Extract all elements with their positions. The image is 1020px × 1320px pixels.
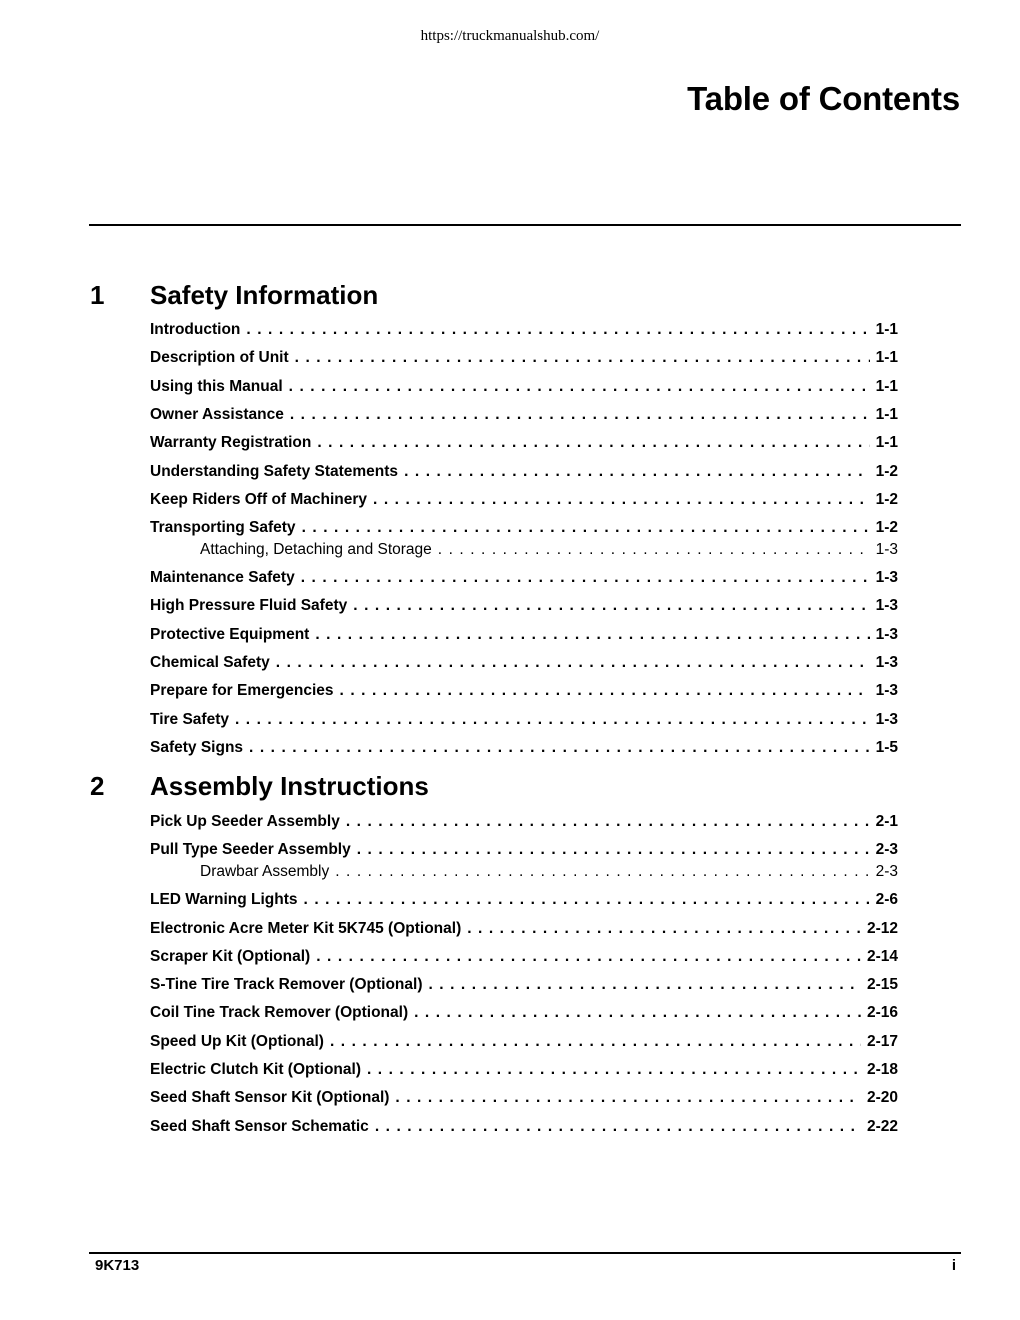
- toc-entry-page: 1-2: [875, 463, 898, 480]
- footer-document-code: 9K713: [95, 1257, 140, 1274]
- dot-leader: [276, 654, 870, 672]
- toc-entry[interactable]: [150, 891, 898, 911]
- dot-leader: [404, 463, 870, 481]
- toc-entry-label: Maintenance Safety: [150, 569, 295, 586]
- toc-entry-page: 1-3: [875, 626, 898, 643]
- toc-entry-page: 1-3: [875, 569, 898, 586]
- toc-entry-page: 1-3: [875, 597, 898, 614]
- toc-entry-page: 1-1: [875, 378, 898, 395]
- toc-entry[interactable]: [150, 654, 898, 674]
- toc-entry-page: 1-3: [875, 654, 898, 671]
- toc-entry[interactable]: [150, 1004, 898, 1024]
- dot-leader: [316, 948, 861, 966]
- dot-leader: [335, 863, 869, 881]
- toc-entry-label: Electric Clutch Kit (Optional): [150, 1061, 361, 1078]
- dot-leader: [467, 920, 861, 938]
- toc-subentry[interactable]: [200, 863, 898, 883]
- toc-entry[interactable]: [150, 378, 898, 398]
- footer-page-number: i: [951, 1257, 956, 1274]
- top-divider: [89, 224, 961, 226]
- toc-entry-label: Transporting Safety: [150, 519, 296, 536]
- dot-leader: [346, 813, 870, 831]
- toc-entry-label: Chemical Safety: [150, 654, 270, 671]
- toc-entry-label: Pull Type Seeder Assembly: [150, 841, 351, 858]
- toc-entry-page: 2-1: [875, 813, 898, 830]
- header-url: https://truckmanualshub.com/: [420, 28, 600, 44]
- toc-entry-page: 1-1: [875, 349, 898, 366]
- toc-entry-label: Speed Up Kit (Optional): [150, 1033, 324, 1050]
- toc-entry-page: 2-3: [875, 863, 898, 880]
- dot-leader: [414, 1004, 861, 1022]
- toc-entry[interactable]: [150, 491, 898, 511]
- dot-leader: [289, 378, 870, 396]
- dot-leader: [315, 626, 869, 644]
- dot-leader: [357, 841, 870, 859]
- page-title: Table of Contents: [687, 80, 960, 117]
- dot-leader: [395, 1089, 861, 1107]
- toc-entry-label: S-Tine Tire Track Remover (Optional): [150, 976, 423, 993]
- toc-entry[interactable]: [150, 948, 898, 968]
- toc-entry-label: Drawbar Assembly: [200, 863, 330, 880]
- toc-entry-page: 1-2: [875, 491, 898, 508]
- toc-entry[interactable]: [150, 321, 898, 341]
- toc-entry[interactable]: [150, 434, 898, 454]
- toc-entry-page: 1-5: [875, 739, 898, 756]
- toc-entry-label: Understanding Safety Statements: [150, 463, 399, 480]
- toc-entry[interactable]: [150, 569, 898, 589]
- toc-entry[interactable]: [150, 682, 898, 702]
- dot-leader: [246, 321, 869, 339]
- toc-entry[interactable]: [150, 711, 898, 731]
- toc-entry-label: Electronic Acre Meter Kit 5K745 (Optional): [150, 920, 462, 937]
- toc-entry-page: 2-15: [866, 976, 898, 993]
- toc-entry-label: Seed Shaft Sensor Schematic: [150, 1118, 369, 1135]
- chapter-title: Assembly Instructions: [150, 771, 429, 801]
- toc-entry-page: 1-2: [875, 519, 898, 536]
- toc-entry-label: High Pressure Fluid Safety: [150, 597, 348, 614]
- toc-entry-label: Using this Manual: [150, 378, 283, 395]
- toc-entry-page: 1-3: [875, 541, 898, 558]
- toc-entry[interactable]: [150, 1061, 898, 1081]
- chapter-title: Safety Information: [150, 280, 379, 310]
- toc-entry[interactable]: [150, 1033, 898, 1053]
- toc-entry-page: 1-1: [875, 434, 898, 451]
- dot-leader: [330, 1033, 861, 1051]
- dot-leader: [295, 349, 870, 367]
- toc-entry-page: 2-20: [866, 1089, 898, 1106]
- chapter-number: 2: [90, 771, 105, 801]
- toc-entry[interactable]: [150, 626, 898, 646]
- toc-entry-label: Attaching, Detaching and Storage: [200, 541, 432, 558]
- toc-entry[interactable]: [150, 406, 898, 426]
- toc-entry[interactable]: [150, 519, 898, 539]
- dot-leader: [235, 711, 870, 729]
- dot-leader: [301, 569, 870, 587]
- toc-entry-page: 2-14: [866, 948, 898, 965]
- toc-entry-label: Tire Safety: [150, 711, 229, 728]
- toc-entry-label: Protective Equipment: [150, 626, 310, 643]
- toc-entry-page: 2-17: [866, 1033, 898, 1050]
- toc-subentry[interactable]: [200, 541, 898, 561]
- toc-entry[interactable]: [150, 349, 898, 369]
- toc-entry-label: Seed Shaft Sensor Kit (Optional): [150, 1089, 390, 1106]
- toc-entry-page: 2-12: [866, 920, 898, 937]
- dot-leader: [340, 682, 870, 700]
- dot-leader: [317, 434, 869, 452]
- toc-entry[interactable]: [150, 1089, 898, 1109]
- toc-entry[interactable]: [150, 920, 898, 940]
- toc-entry-page: 1-1: [875, 321, 898, 338]
- toc-entry-page: 2-16: [866, 1004, 898, 1021]
- dot-leader: [367, 1061, 861, 1079]
- chapter-heading: [0, 280, 1020, 314]
- dot-leader: [373, 491, 870, 509]
- dot-leader: [304, 891, 870, 909]
- chapter-heading: [0, 771, 1020, 805]
- toc-entry-label: LED Warning Lights: [150, 891, 298, 908]
- toc-entry-page: 1-3: [875, 711, 898, 728]
- dot-leader: [438, 541, 870, 559]
- toc-entry-label: Introduction: [150, 321, 241, 338]
- dot-leader: [428, 976, 860, 994]
- dot-leader: [249, 739, 870, 757]
- toc-entry[interactable]: [150, 976, 898, 996]
- toc-entry[interactable]: [150, 1118, 898, 1138]
- toc-entry-page: 2-6: [875, 891, 898, 908]
- dot-leader: [375, 1118, 861, 1136]
- toc-entry-page: 1-1: [875, 406, 898, 423]
- toc-entry-label: Warranty Registration: [150, 434, 312, 451]
- toc-entry-page: 2-18: [866, 1061, 898, 1078]
- toc-entry-page: 2-3: [875, 841, 898, 858]
- toc-entry[interactable]: [150, 841, 898, 861]
- toc-entry-label: Prepare for Emergencies: [150, 682, 334, 699]
- bottom-divider: [89, 1252, 961, 1254]
- toc-entry-label: Safety Signs: [150, 739, 244, 756]
- toc-entry[interactable]: [150, 463, 898, 483]
- toc-entry-label: Scraper Kit (Optional): [150, 948, 311, 965]
- toc-entry[interactable]: [150, 813, 898, 833]
- toc-entry[interactable]: [150, 597, 898, 617]
- toc-entry[interactable]: [150, 739, 898, 759]
- toc-entry-label: Owner Assistance: [150, 406, 284, 423]
- toc-entry-page: 1-3: [875, 682, 898, 699]
- dot-leader: [353, 597, 869, 615]
- toc-entry-label: Coil Tine Track Remover (Optional): [150, 1004, 409, 1021]
- toc-entry-label: Keep Riders Off of Machinery: [150, 491, 368, 508]
- chapter-number: 1: [90, 280, 105, 310]
- toc-entry-label: Pick Up Seeder Assembly: [150, 813, 340, 830]
- dot-leader: [302, 519, 870, 537]
- dot-leader: [290, 406, 870, 424]
- toc-entry-page: 2-22: [866, 1118, 898, 1135]
- toc-entry-label: Description of Unit: [150, 349, 289, 366]
